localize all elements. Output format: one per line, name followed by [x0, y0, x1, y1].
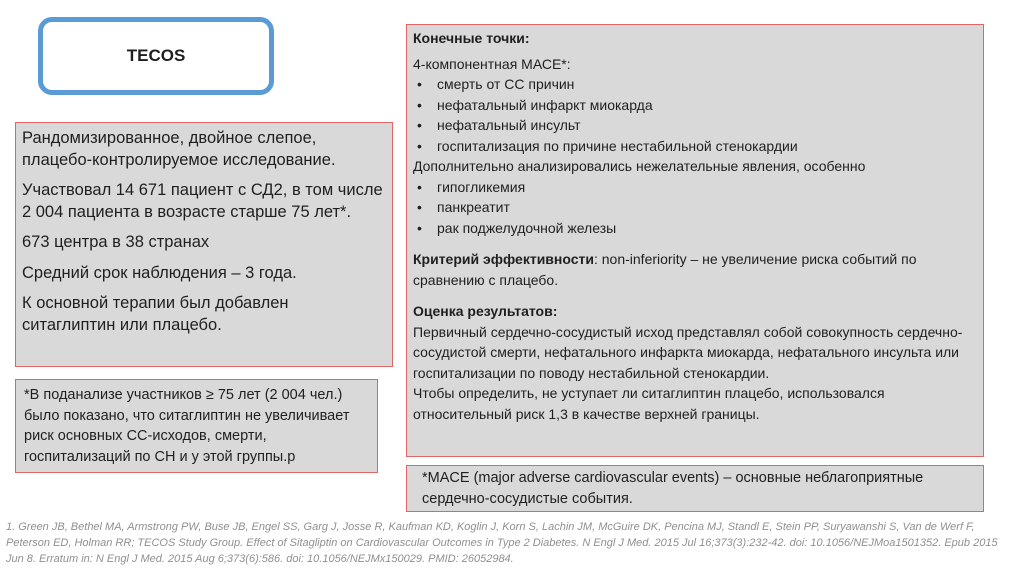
subanalysis-box [15, 379, 378, 473]
list-item: • гипогликемия [413, 177, 977, 198]
study-type: Рандомизированное, двойное слепое, плацебо-контролируемое исследование. [22, 129, 336, 169]
title-box [38, 17, 274, 95]
study-therapy: К основной терапии был добавлен ситаглиптин или плацебо. [22, 294, 289, 334]
mace-note: *MACE (major adverse cardiovascular events) – основные неблагоприятные сердечно-сосудистые события. [422, 470, 924, 507]
list-item: • панкреатит [413, 197, 977, 218]
list-item: • госпитализация по причине нестабильной стенокардии [413, 136, 977, 157]
slide-title: TECOS [126, 46, 186, 65]
results-heading: Оценка результатов: [413, 303, 558, 319]
additional-label: Дополнительно анализировались нежелательные явления, особенно [413, 158, 866, 174]
endpoints-box [406, 24, 984, 457]
results-noninferiority: Чтобы определить, не уступает ли ситаглиптин плацебо, использовался относительный риск 1,3 в качестве верхней границы. [413, 385, 885, 422]
mace-list [413, 74, 977, 156]
endpoints-heading: Конечные точки: [413, 30, 530, 46]
study-centers: 673 центра в 38 странах [22, 233, 210, 251]
additional-list [413, 177, 977, 239]
reference-citation: 1. Green JB, Bethel MA, Armstrong PW, Buse JB, Engel SS, Garg J, Josse R, Kaufman KD, Koglin J, Korn S, Lachin JM, McGuire DK, Pencina MJ, Standl E, Stein PP, Suryawanshi S, Van de Werf F, Peterson ED, Holman RR; TECOS Study Group. Effect of Sitagliptin on Cardiovascular Outcomes in Type 2 Diabetes. N Engl J Med. 2015 Jul 16;373(3):232-42. doi: 10.1056/NEJMoa1501352. Epub 2015 Jun 8. Erratum in: N Engl J Med. 2015 Aug 6;373(6):586. doi: 10.1056/NEJMx150029. PMID: 26052984. [6, 521, 998, 565]
mace-note-box [406, 465, 984, 512]
study-participants: Участвовал 14 671 пациент с СД2, в том числе 2 004 пациента в возрасте старше 75 лет*. [22, 181, 383, 221]
subanalysis-text: *В поданализе участников ≥ 75 лет (2 004 чел.) было показано, что ситаглиптин не увеличивает риск основных СС-исходов, смерти, госпитализаций по СН и у этой группы.р [24, 387, 350, 465]
efficacy-text: : non-inferiority – не увеличение риска событий по сравнению с плацебо. [413, 251, 917, 288]
list-item: • смерть от СС причин [413, 74, 977, 95]
efficacy-label: Критерий эффективности [413, 251, 594, 267]
study-design-box [15, 122, 393, 367]
efficacy-criterion [413, 249, 977, 290]
results-primary-outcome: Первичный сердечно-сосудистый исход представлял собой совокупность сердечно-сосудистой смерти, нефатального инфаркта миокарда, нефатального инсульта или госпитализации по поводу нестабильной стенокардии. [413, 323, 963, 381]
study-followup: Средний срок наблюдения – 3 года. [22, 263, 297, 282]
list-item: • рак поджелудочной железы [413, 218, 977, 239]
mace-label: 4-компонентная МАСЕ*: [413, 55, 571, 72]
list-item: • нефатальный инсульт [413, 115, 977, 136]
list-item: • нефатальный инфаркт миокарда [413, 95, 977, 116]
